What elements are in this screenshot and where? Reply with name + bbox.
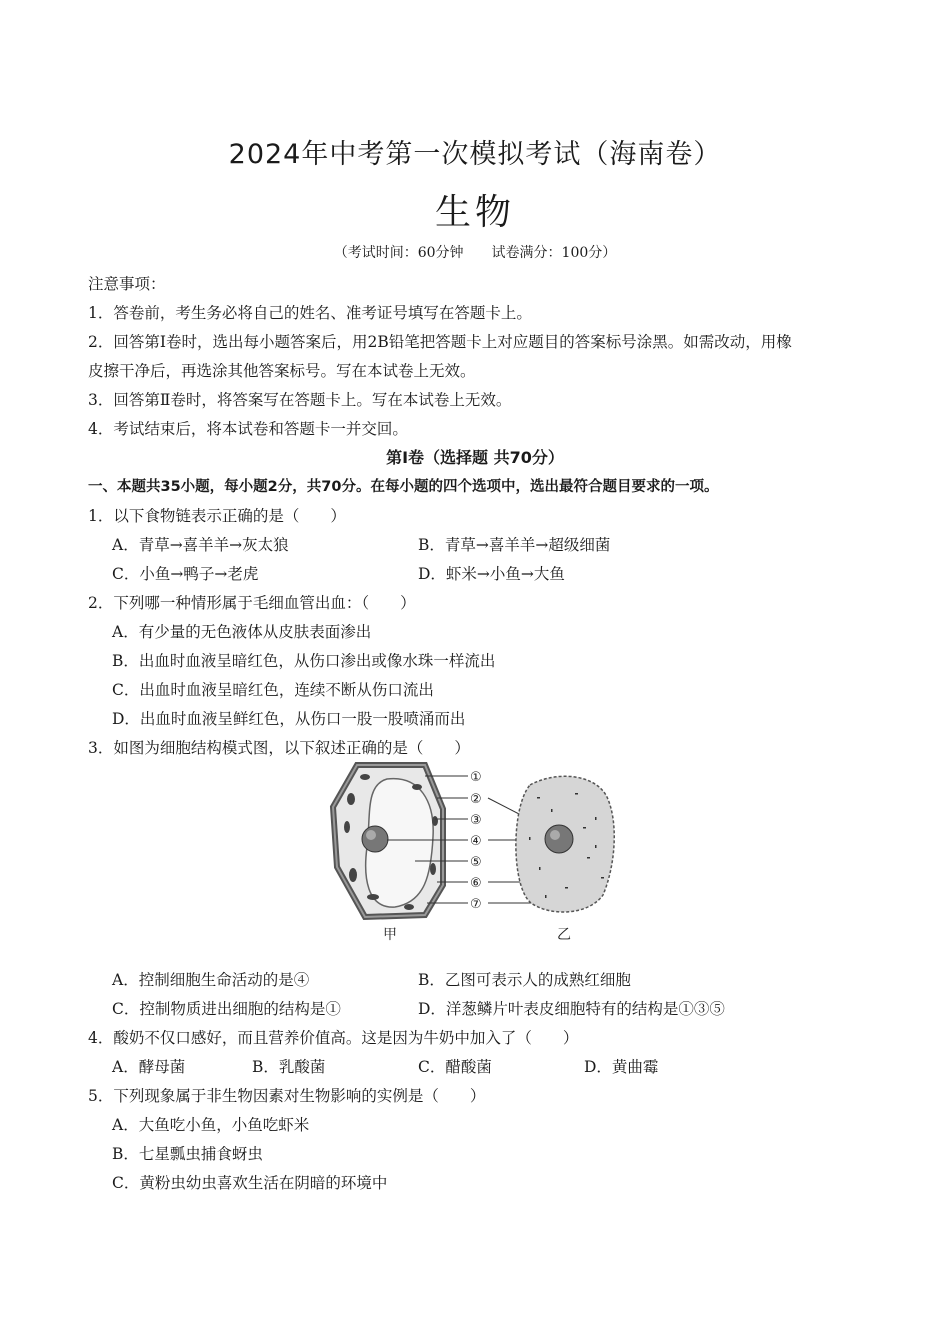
animal-cell-diagram xyxy=(516,776,614,912)
exam-title: 2024年中考第一次模拟考试（海南卷） xyxy=(228,139,722,170)
option-3a: A．控制细胞生命活动的是④ xyxy=(112,971,310,989)
note-item: 2．回答第Ⅰ卷时，选出每小题答案后，用2B铅笔把答题卡上对应题目的答案标号涂黑。如需改动，用橡 xyxy=(88,333,792,351)
cell-structure-figure xyxy=(325,757,625,947)
subject-title: 生物 xyxy=(434,192,515,233)
option-2a: A．有少量的无色液体从皮肤表面渗出 xyxy=(112,623,372,641)
option-5b: B．七星瓢虫捕食蚜虫 xyxy=(112,1145,263,1163)
option-1a: A．青草→喜羊羊→灰太狼 xyxy=(112,536,289,554)
option-1d: D．虾米→小鱼→大鱼 xyxy=(418,565,565,583)
option-2b: B．出血时血液呈暗红色，从伤口渗出或像水珠一样流出 xyxy=(112,652,496,670)
figure-label-7: ⑦ xyxy=(470,897,482,912)
question-stem-1: 1．以下食物链表示正确的是（ ） xyxy=(88,507,346,525)
figure-label-6: ⑥ xyxy=(470,876,482,891)
option-1b: B．青草→喜羊羊→超级细菌 xyxy=(418,536,611,554)
note-item: 4．考试结束后，将本试卷和答题卡一并交回。 xyxy=(88,420,408,438)
option-5c: C．黄粉虫幼虫喜欢生活在阴暗的环境中 xyxy=(112,1174,388,1192)
option-4b: B．乳酸菌 xyxy=(252,1058,326,1076)
figure-label-4: ④ xyxy=(470,834,482,849)
option-4a: A．酵母菌 xyxy=(112,1058,186,1076)
notes-heading: 注意事项： xyxy=(88,275,166,293)
option-1c: C．小鱼→鸭子→老虎 xyxy=(112,565,259,583)
note-item: 皮擦干净后，再选涂其他答案标号。写在本试卷上无效。 xyxy=(88,362,476,380)
section-title: 第Ⅰ卷（选择题 共70分） xyxy=(386,448,564,467)
option-4d: D．黄曲霉 xyxy=(584,1058,659,1076)
option-5a: A．大鱼吃小鱼，小鱼吃虾米 xyxy=(112,1116,310,1134)
question-stem-3: 3．如图为细胞结构模式图，以下叙述正确的是（ ） xyxy=(88,739,470,757)
question-stem-5: 5．下列现象属于非生物因素对生物影响的实例是（ ） xyxy=(88,1087,486,1105)
option-4c: C．醋酸菌 xyxy=(418,1058,492,1076)
note-item: 3．回答第Ⅱ卷时，将答案写在答题卡上。写在本试卷上无效。 xyxy=(88,391,512,409)
question-stem-4: 4．酸奶不仅口感好，而且营养价值高。这是因为牛奶中加入了（ ） xyxy=(88,1029,579,1047)
figure-label-5: ⑤ xyxy=(470,855,482,870)
figure-caption-left: 甲 xyxy=(383,927,397,943)
figure-label-3: ③ xyxy=(470,813,482,828)
note-item: 1．答卷前，考生务必将自己的姓名、准考证号填写在答题卡上。 xyxy=(88,304,532,322)
option-3d: D．洋葱鳞片叶表皮细胞特有的结构是①③⑤ xyxy=(418,1000,725,1018)
figure-caption-right: 乙 xyxy=(557,927,571,943)
option-3c: C．控制物质进出细胞的结构是① xyxy=(112,1000,341,1018)
section-instruction: 一、本题共35小题，每小题2分，共70分。在每小题的四个选项中，选出最符合题目要求的一项。 xyxy=(88,479,719,495)
figure-label-1: ① xyxy=(470,770,482,785)
option-3b: B．乙图可表示人的成熟红细胞 xyxy=(418,971,631,989)
figure-label-2: ② xyxy=(470,792,482,807)
option-2d: D．出血时血液呈鲜红色，从伤口一股一股喷涌而出 xyxy=(112,710,466,728)
option-2c: C．出血时血液呈暗红色，连续不断从伤口流出 xyxy=(112,681,434,699)
exam-info: （考试时间：60分钟 试卷满分：100分） xyxy=(333,245,617,261)
question-stem-2: 2．下列哪一种情形属于毛细血管出血：（ ） xyxy=(88,594,416,612)
plant-cell-diagram xyxy=(333,765,443,917)
